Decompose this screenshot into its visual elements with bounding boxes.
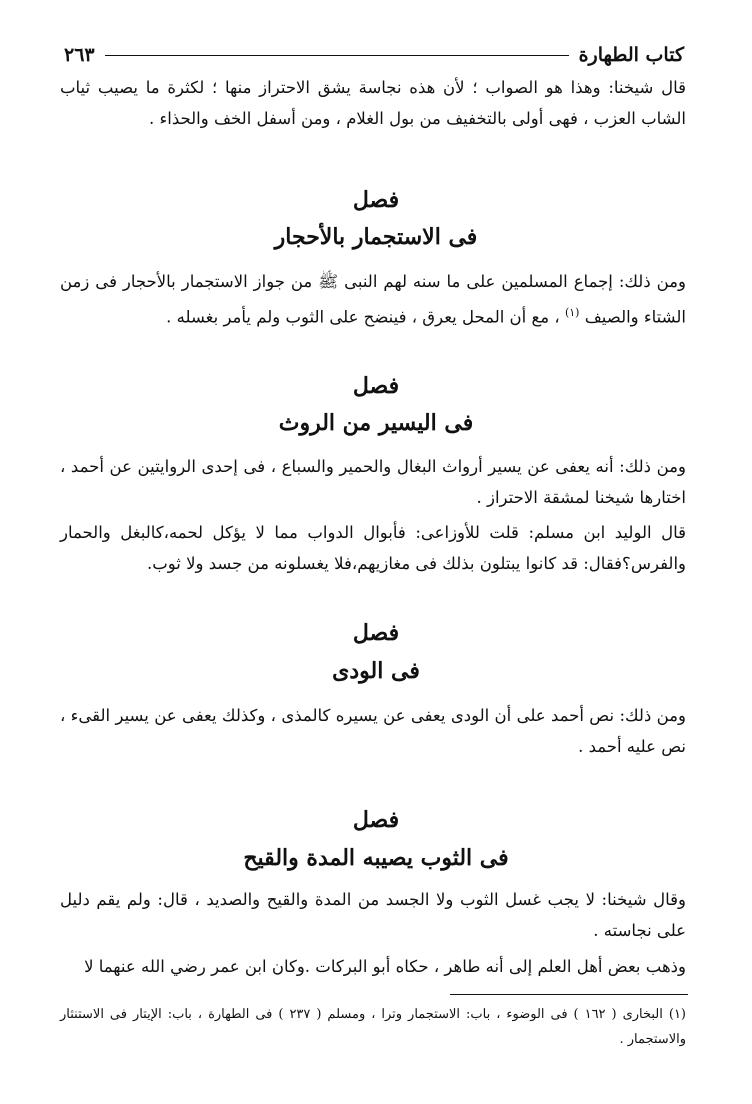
page-number: ٢٦٣	[64, 44, 95, 66]
section-paragraph: وقال شيخنا: لا يجب غسل الثوب ولا الجسد من المدة والقيح والصديد ، قال: ولم يقم دليل على نجاسته .	[60, 890, 686, 940]
intro-paragraph: قال شيخنا: وهذا هو الصواب ؛ لأن هذه نجاسة يشق الاحتراز منها ؛ لكثرة ما يصيب ثياب الشاب العزب ، فهى أولى بالتخفيف من بول الغلام ، ومن أسفل الخف والحذاء .	[60, 78, 686, 128]
section-label: فصل	[352, 187, 400, 213]
section-paragraph: وذهب بعض أهل العلم إلى أنه طاهر ، حكاه أبو البركات .وكان ابن عمر رضي الله عنهما لا	[84, 957, 686, 976]
header-rule	[105, 55, 569, 56]
running-header	[64, 40, 684, 70]
section-paragraph: ومن ذلك: نص أحمد على أن الودى يعفى عن يسيره كالمذى ، وكذلك يعفى عن يسير القىء ، نص عليه أحمد .	[60, 706, 686, 756]
section-paragraph: قال الوليد ابن مسلم: قلت للأوزاعى: فأبوال الدواب مما لا يؤكل لحمه،كالبغل والحمار والفرس؟فقال: قد كانوا يبتلون بذلك فى مغازيهم،فلا يغسلونه من جسد ولا ثوب.	[60, 523, 686, 573]
footnote-rule	[450, 994, 688, 995]
section-label: فصل	[352, 620, 400, 646]
footnote-ref[interactable]: (١)	[564, 306, 580, 319]
section-title: فى اليسير من الروث	[278, 410, 474, 436]
chapter-title: كتاب الطهارة	[578, 44, 684, 66]
section-title: فى الودى	[332, 658, 420, 684]
section-label: فصل	[352, 373, 400, 399]
section-paragraph: ومن ذلك: إجماع المسلمين على ما سنه لهم النبى ﷺ من جواز الاستجمار بالأحجار فى زمن الشتاء والصيف $^{(١)}$ ، مع أن المحل يعرق ، فينضح على الثوب ولم يأمر بغسله .	[60, 272, 686, 327]
section-title: فى الاستجمار بالأحجار	[274, 224, 478, 250]
footnote: (١) البخارى ( ١٦٢ ) فى الوضوء ، باب: الاستجمار وترا ، ومسلم ( ٢٣٧ ) فى الطهارة ، باب: الإيتار فى الاستنثار والاستجمار .	[60, 1007, 686, 1047]
section-title: فى الثوب يصيبه المدة والقيح	[243, 845, 509, 871]
section-label: فصل	[352, 807, 400, 833]
section-paragraph: ومن ذلك: أنه يعفى عن يسير أرواث البغال والحمير والسباع ، فى إحدى الروايتين عن أحمد ، اختارها شيخنا لمشقة الاحتراز .	[60, 457, 686, 507]
